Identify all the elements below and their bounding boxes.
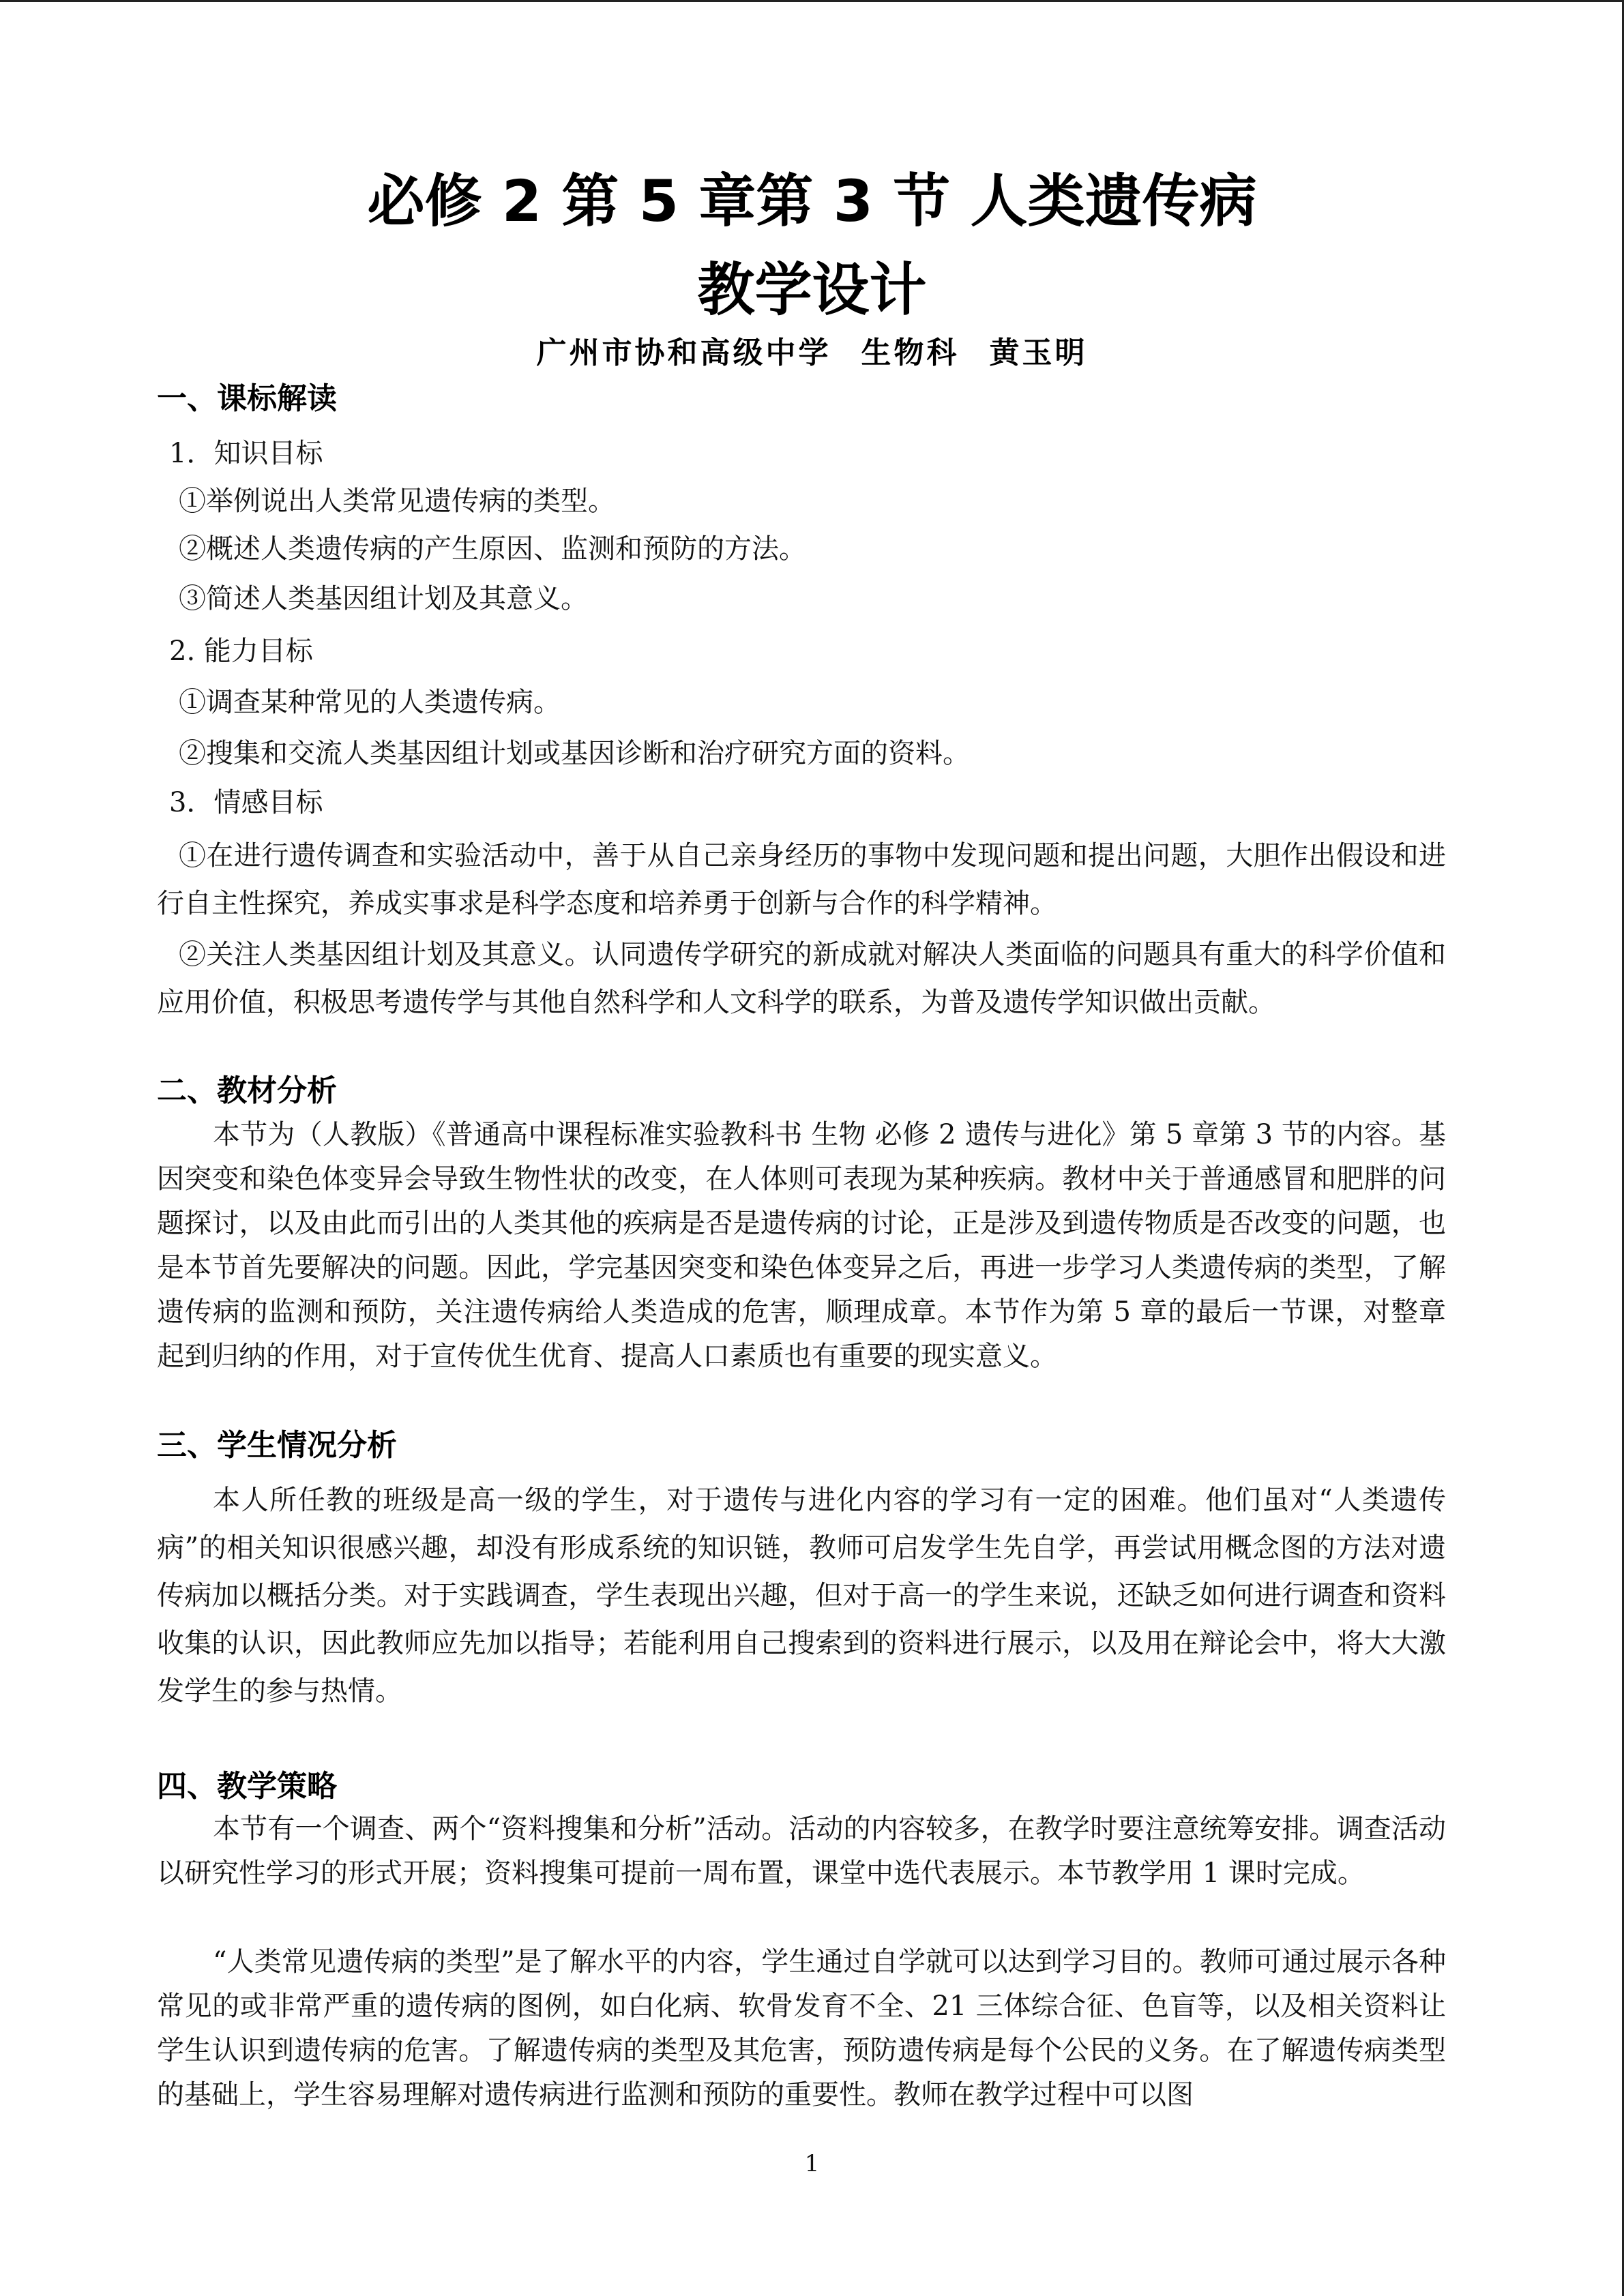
textbook-analysis-para: 本节为（人教版）《普通高中课程标准实验教科书 生物 必修 2 遗传与进化》第 5 章第 3 节的内容。基因突变和染色体变异会导致生物性状的改变，在人体则可表现为某种疾病。教材中关于普通感冒和肥胖的问题探讨，以及由此而引出的人类其他的疾病是否是遗传病的讨论，正是涉及到遗传物质是否改变的问题，也是本节首先要解决的问题。因此，学完基因突变和染色体变异之后，再进一步学习人类遗传病的类型，了解遗传病的监测和预防，关注遗传病给人类造成的危害，顺理成章。本节作为第 5 章的最后一节课，对整章起到归纳的作用，对于宣传优生优育、提高人口素质也有重要的现实意义。 — [157, 1119, 1446, 1372]
author-line — [0, 333, 1624, 374]
knowledge-goal-2: ②概述人类遗传病的产生原因、监测和预防的方法。 — [179, 533, 806, 565]
emotion-goal-2: ②关注人类基因组计划及其意义。认同遗传学研究的新成就对解决人类面临的问题具有重大的科学价值和应用价值，积极思考遗传学与其他自然科学和人文科学的联系，为普及遗传学知识做出贡献。 — [157, 939, 1446, 1018]
emotion-goal-1: ①在进行遗传调查和实验活动中，善于从自己亲身经历的事物中发现问题和提出问题，大胆作出假设和进行自主性探究，养成实事求是科学态度和培养勇于创新与合作的科学精神。 — [157, 840, 1446, 919]
strategy-para-2: “人类常见遗传病的类型”是了解水平的内容，学生通过自学就可以达到学习目的。教师可通过展示各种常见的或非常严重的遗传病的图例，如白化病、软骨发育不全、21 三体综合征、色盲等，以及相关资料让学生认识到遗传病的危害。了解遗传病的类型及其危害，预防遗传病是每个公民的义务。在了解遗传病类型的基础上，学生容易理解对遗传病进行监测和预防的重要性。教师在教学过程中可以图 — [157, 1946, 1446, 2111]
author-subject: 生物科 — [861, 336, 960, 370]
ability-goal-2: ②搜集和交流人类基因组计划或基因诊断和治疗研究方面的资料。 — [179, 738, 970, 769]
document-subtitle: 教学设计 — [697, 256, 927, 323]
document-title: 必修 2 第 5 章第 3 节 人类遗传病 — [367, 168, 1257, 235]
knowledge-goal-1: ①举例说出人类常见遗传病的类型。 — [179, 486, 615, 517]
section-heading-students: 三、学生情况分析 — [157, 1428, 397, 1463]
ability-goal-1: ①调查某种常见的人类遗传病。 — [179, 687, 561, 718]
section-heading-textbook: 二、教材分析 — [157, 1073, 337, 1108]
ability-goals-label: 2. 能力目标 — [169, 636, 313, 667]
knowledge-goals-label: 1．知识目标 — [169, 438, 323, 469]
student-analysis-para: 本人所任教的班级是高一级的学生，对于遗传与进化内容的学习有一定的困难。他们虽对“人类遗传病”的相关知识很感兴趣，却没有形成系统的知识链，教师可启发学生先自学，再尝试用概念图的方法对遗传病加以概括分类。对于实践调查，学生表现出兴趣，但对于高一的学生来说，还缺乏如何进行调查和资料收集的认识，因此教师应先加以指导；若能利用自己搜索到的资料进行展示，以及用在辩论会中，将大大激发学生的参与热情。 — [157, 1485, 1446, 1707]
author-name: 黄玉明 — [989, 336, 1088, 370]
page-number: 1 — [804, 2150, 820, 2177]
section-heading-curriculum: 一、课标解读 — [157, 381, 337, 416]
page-border-top — [0, 0, 1624, 2]
section-heading-strategy: 四、教学策略 — [157, 1769, 337, 1804]
emotion-goals-label: 3．情感目标 — [169, 787, 323, 818]
knowledge-goal-3: ③简述人类基因组计划及其意义。 — [179, 583, 588, 614]
strategy-para-1: 本节有一个调查、两个“资料搜集和分析”活动。活动的内容较多，在教学时要注意统筹安排。调查活动以研究性学习的形式开展；资料搜集可提前一周布置，课堂中选代表展示。本节教学用 1 课时完成。 — [157, 1813, 1446, 1889]
author-school: 广州市协和高级中学 — [536, 336, 831, 370]
